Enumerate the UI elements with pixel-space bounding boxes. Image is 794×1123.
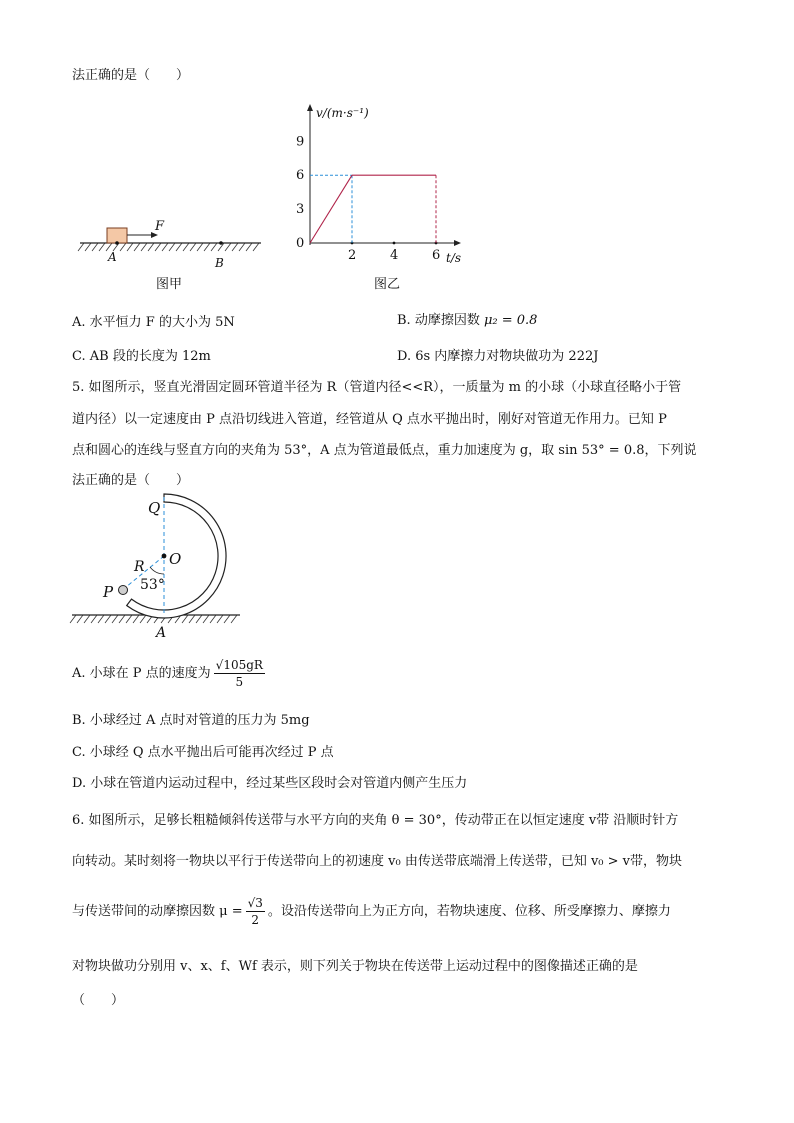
label-p: P bbox=[103, 583, 114, 601]
q5-option-c[interactable]: C. 小球经 Q 点水平抛出后可能再次经过 P 点 bbox=[72, 745, 334, 760]
x-tick-label-6: 6 bbox=[432, 248, 441, 263]
x-tick-label-4: 4 bbox=[390, 248, 399, 263]
y-axis-label: v/(m·s⁻¹) bbox=[316, 106, 369, 120]
q6-stem-line2: 向转动。某时刻将一物块以平行于传送带向上的初速度 v₀ 由传送带底端滑上传送带，已知 v₀ > v带，物块 bbox=[72, 854, 683, 869]
x-tick-dot-4 bbox=[393, 242, 396, 245]
x-tick-label-2: 2 bbox=[348, 248, 357, 263]
q6-line3-prefix: 与传送带间的动摩擦因数 μ = bbox=[72, 904, 243, 919]
q4-fig-left-caption: 图甲 bbox=[156, 277, 183, 292]
q6-mu-num: √3 bbox=[247, 896, 263, 910]
q6-line3-suffix: 。设沿传送带向上为正方向，若物块速度、位移、所受摩擦力、摩擦力 bbox=[267, 904, 671, 919]
q5-ring-figure bbox=[68, 495, 248, 645]
q6-mu-den: 2 bbox=[251, 913, 260, 927]
x-axis-label: t/s bbox=[446, 251, 462, 265]
y-axis-arrow bbox=[307, 104, 313, 111]
q4-option-b-prefix: B. 动摩擦因数 bbox=[397, 313, 484, 328]
ball bbox=[119, 586, 128, 595]
label-a: A bbox=[156, 625, 167, 641]
q6-stem-line3 bbox=[72, 892, 671, 932]
q5-stem-line4: 法正确的是（ ） bbox=[72, 473, 190, 488]
point-b-dot bbox=[219, 241, 223, 245]
q4-fig-left bbox=[78, 215, 278, 275]
q5-stem-line2: 道内径）以一定速度由 P 点沿切线进入管道，经管道从 Q 点水平抛出时，刚好对管道无作用力。已知 P bbox=[72, 412, 667, 427]
q4-option-a[interactable]: A. 水平恒力 F 的大小为 5N bbox=[72, 315, 235, 330]
q4-option-c[interactable]: C. AB 段的长度为 12m bbox=[72, 349, 211, 364]
q5-option-a-num: √105gR bbox=[215, 658, 263, 672]
q6-mu-fraction bbox=[246, 895, 265, 928]
force-label: F bbox=[155, 219, 165, 234]
q5-option-b[interactable]: B. 小球经过 A 点时对管道的压力为 5mg bbox=[72, 713, 310, 728]
y-tick-label-6: 6 bbox=[296, 168, 305, 184]
q6-stem-line5: （ ） bbox=[72, 993, 125, 1008]
x-axis-arrow bbox=[454, 240, 461, 246]
q4-option-b-math: μ₂ = 0.8 bbox=[483, 313, 538, 328]
angle-arc bbox=[150, 567, 164, 574]
ground-hatch bbox=[78, 243, 259, 251]
q4-option-b[interactable] bbox=[397, 311, 537, 331]
q5-option-a[interactable] bbox=[72, 656, 268, 692]
point-b-label: B bbox=[215, 256, 224, 270]
center-dot bbox=[162, 554, 167, 559]
q4-vt-chart bbox=[285, 100, 465, 280]
q4-stem-end: 法正确的是（ ） bbox=[72, 68, 190, 83]
q5-stem-line3: 点和圆心的连线与竖直方向的夹角为 53°，A 点为管道最低点，重力加速度为 g，取 sin 53° = 0.8，下列说 bbox=[72, 443, 697, 458]
y-tick-label-3: 3 bbox=[296, 202, 305, 218]
y-tick-label-9: 9 bbox=[296, 134, 305, 150]
q5-stem-line1: 5. 如图所示，竖直光滑固定圆环管道半径为 R（管道内径<<R），一质量为 m 的小球（小球直径略小于管 bbox=[72, 380, 682, 395]
series-segment-0 bbox=[310, 175, 352, 243]
point-a-dot bbox=[115, 241, 119, 245]
q5-option-a-prefix: A. 小球在 P 点的速度为 bbox=[72, 666, 211, 681]
y-tick-label-0: 0 bbox=[296, 236, 305, 251]
q5-option-a-fraction bbox=[214, 657, 265, 690]
q6-stem-line1: 6. 如图所示，足够长粗糙倾斜传送带与水平方向的夹角 θ = 30°，传动带正在以恒定速度 v带 沿顺时针方 bbox=[72, 813, 679, 828]
block bbox=[107, 228, 127, 243]
q6-stem-line4: 对物块做功分别用 v、x、f、Wf 表示，则下列关于物块在传送带上运动过程中的图像描述正确的是 bbox=[72, 959, 638, 974]
label-r: R bbox=[134, 559, 145, 575]
q5-option-a-den: 5 bbox=[235, 675, 244, 689]
q5-option-d[interactable]: D. 小球在管道内运动过程中，经过某些区段时会对管道内侧产生压力 bbox=[72, 776, 468, 791]
q4-fig-right-caption: 图乙 bbox=[374, 277, 401, 292]
point-a-label: A bbox=[108, 250, 117, 264]
label-o: O bbox=[169, 550, 182, 568]
q4-option-d[interactable]: D. 6s 内摩擦力对物块做功为 222J bbox=[397, 349, 599, 364]
label-q: Q bbox=[148, 499, 161, 517]
label-angle: 53° bbox=[140, 577, 165, 593]
